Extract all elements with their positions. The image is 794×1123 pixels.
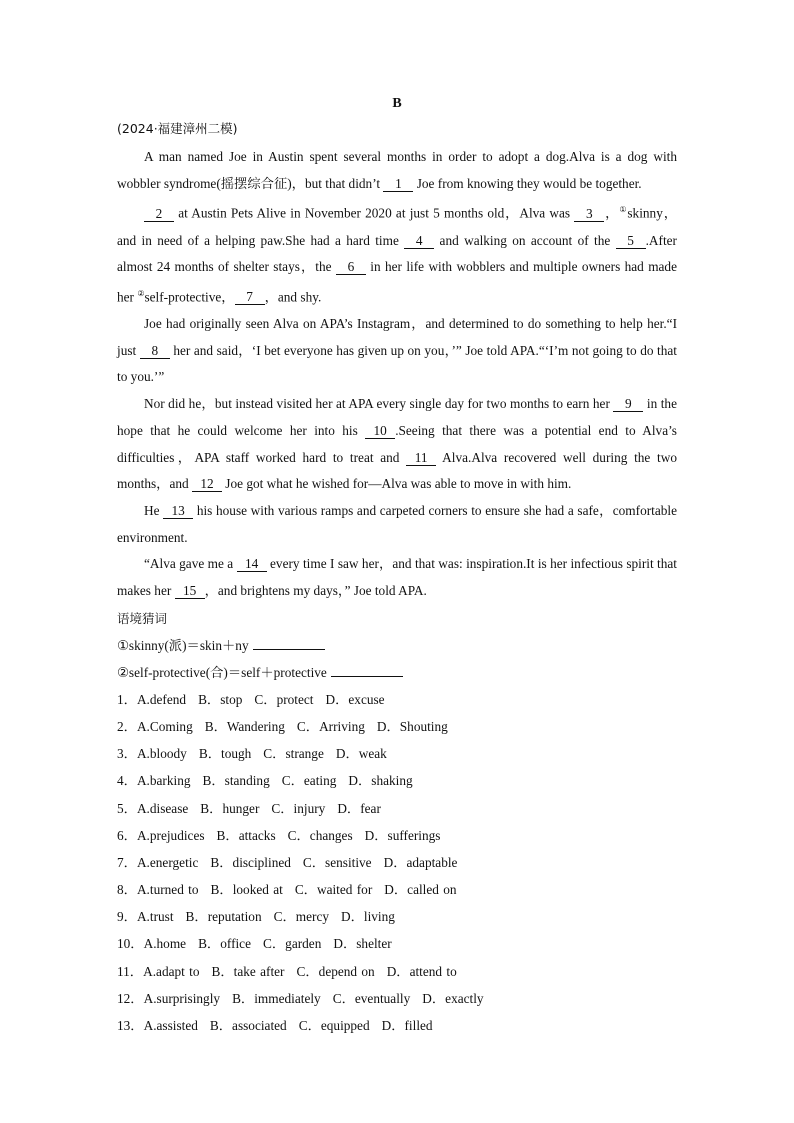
question-number: 2． [117, 718, 137, 734]
passage-text: “Alva gave me a [144, 556, 237, 572]
option-d: D．Shouting [376, 718, 448, 734]
option-d: D．exactly [422, 990, 484, 1006]
question-number: 6． [117, 827, 137, 843]
answer-line [331, 662, 403, 677]
circled-number-2: ② [137, 288, 145, 298]
paragraph-6 [117, 551, 677, 604]
option-a: A.turned to [136, 882, 199, 898]
option-c: C．sensitive [302, 854, 372, 870]
question-number: 4． [117, 773, 137, 789]
option-c: C．eating [281, 773, 337, 789]
option-b: B．disciplined [210, 854, 291, 870]
option-a: A.assisted [143, 1018, 198, 1034]
question-row [117, 713, 677, 740]
blank-15: 15 [175, 583, 205, 599]
option-a: A.energetic [136, 854, 199, 870]
option-a: A.Coming [136, 718, 193, 734]
word-guess-item [117, 659, 677, 686]
question-row [117, 822, 677, 849]
passage-text: in her life with wobblers and multiple owners had made her [117, 259, 677, 305]
question-number: 10． [117, 936, 144, 952]
blank-7: 7 [235, 289, 265, 305]
blank-12: 12 [192, 476, 222, 492]
question-number: 11． [117, 963, 144, 979]
question-row [117, 740, 677, 767]
option-a: A.barking [136, 773, 191, 789]
option-c: C．protect [254, 691, 314, 707]
passage-text: He [144, 502, 164, 518]
word-guess-text: ①skinny(派)＝skin＋ny [117, 637, 249, 653]
passage-text: Joe from knowing they would be together. [413, 175, 642, 191]
paragraph-2 [117, 197, 677, 311]
word-guess-text: ②self-protective(合)＝self＋protective [117, 664, 327, 680]
option-d: D．sufferings [364, 827, 441, 843]
option-b: B．associated [209, 1018, 287, 1034]
option-d: D．shelter [333, 936, 392, 952]
option-b: B．tough [198, 746, 252, 762]
question-row [117, 958, 677, 985]
question-row [117, 985, 677, 1012]
blank-3: 3 [574, 206, 604, 222]
question-number: 9． [117, 909, 137, 925]
option-b: B．hunger [200, 800, 260, 816]
blank-8: 8 [140, 343, 170, 359]
option-c: C．garden [263, 936, 322, 952]
option-c: C．depend on [296, 963, 375, 979]
option-c: C．eventually [332, 990, 411, 1006]
question-number: 12． [117, 990, 144, 1006]
source-label: (2024·福建漳州二模) [117, 121, 238, 136]
passage-text: ， [604, 205, 620, 221]
option-c: C．equipped [298, 1018, 370, 1034]
blank-5: 5 [616, 233, 646, 249]
blank-11: 11 [406, 450, 436, 466]
section-title: B [392, 96, 402, 111]
blank-6: 6 [336, 259, 366, 275]
question-row [117, 903, 677, 930]
document-page [117, 94, 677, 1039]
question-options [117, 686, 677, 1039]
blank-10: 10 [365, 423, 395, 439]
question-number: 7． [117, 854, 137, 870]
question-row [117, 795, 677, 822]
passage-text: Joe had originally seen Alva on APA’s Instagram，and determined to do something to help her.“I just [117, 316, 677, 358]
blank-2: 2 [144, 206, 174, 222]
option-b: B．looked at [210, 882, 283, 898]
option-d: D．weak [335, 746, 387, 762]
passage-text: every time I saw her，and that was: inspiration.It is her infectious spirit that makes her [117, 556, 677, 599]
option-a: A.trust [136, 909, 174, 925]
option-c: C．changes [287, 827, 353, 843]
option-d: D．called on [384, 882, 457, 898]
question-row [117, 876, 677, 903]
paragraph-5 [117, 498, 677, 551]
passage-text: self-protective， [144, 289, 235, 305]
option-d: D．filled [381, 1018, 433, 1034]
passage-text: ，and shy. [264, 289, 322, 305]
question-row [117, 1012, 677, 1039]
blank-13: 13 [163, 503, 193, 519]
question-number: 5． [117, 800, 137, 816]
option-c: C．strange [263, 746, 324, 762]
word-guess-section [117, 605, 677, 686]
blank-9: 9 [613, 396, 643, 412]
option-a: A.adapt to [143, 963, 200, 979]
question-row [117, 686, 677, 713]
option-b: B．immediately [232, 990, 321, 1006]
passage-text: .After almost 24 months of shelter stays，the [117, 232, 677, 275]
option-b: B．standing [202, 773, 270, 789]
option-b: B．take after [211, 963, 285, 979]
answer-line [253, 635, 325, 650]
option-a: A.disease [136, 800, 189, 816]
blank-4: 4 [404, 233, 434, 249]
passage-text: his house with various ramps and carpeted corners to ensure she had a safe，comfortable environment. [117, 502, 677, 545]
blank-14: 14 [237, 556, 267, 572]
passage-text: at Austin Pets Alive in November 2020 at just 5 months old，Alva was [174, 205, 575, 221]
option-c: C．mercy [273, 909, 329, 925]
option-d: D．shaking [348, 773, 413, 789]
blank-1: 1 [383, 176, 413, 192]
option-c: C．waited for [294, 882, 373, 898]
question-row [117, 767, 677, 794]
option-b: B．office [198, 936, 251, 952]
option-c: C．Arriving [296, 718, 365, 734]
option-d: D．fear [337, 800, 381, 816]
question-row [117, 930, 677, 957]
option-b: B．Wandering [204, 718, 285, 734]
option-a: A.bloody [136, 746, 187, 762]
passage-text: in the hope that he could welcome her into his [117, 396, 677, 438]
passage-text: Joe got what he wished for—Alva was able to move in with him. [221, 476, 572, 492]
passage-text: and walking on account of the [434, 232, 616, 248]
option-a: A.surprisingly [143, 990, 221, 1006]
option-a: A.prejudices [136, 827, 205, 843]
passage-text: .Seeing that there was a potential end to Alva’s difficulties，APA staff worked hard to treat and [117, 422, 677, 465]
passage-text: A man named Joe in Austin spent several months in order to adopt a dog.Alva is a dog with wobbler syndrome(摇摆综合征)，but that didn’t [117, 149, 677, 191]
option-a: A.home [143, 936, 187, 952]
passage [117, 144, 677, 605]
option-d: D．attend to [386, 963, 457, 979]
word-guess-title: 语境猜词 [117, 610, 168, 626]
option-d: D．living [341, 909, 395, 925]
passage-text: ，and brightens my days，” Joe told APA. [204, 583, 427, 599]
question-row [117, 849, 677, 876]
paragraph-4 [117, 391, 677, 498]
paragraph-3 [117, 311, 677, 391]
word-guess-item [117, 632, 677, 659]
option-b: B．attacks [216, 827, 276, 843]
passage-text: her and said，‘I bet everyone has given up on you，’” Joe told APA.“‘I’m not going to do that to you.’” [117, 342, 677, 385]
question-number: 13． [117, 1018, 144, 1034]
option-d: D．adaptable [383, 854, 458, 870]
passage-text: Nor did he，but instead visited her at APA every single day for two months to earn her [144, 396, 614, 412]
option-b: B．reputation [185, 909, 262, 925]
question-number: 8． [117, 882, 137, 898]
option-c: C．injury [271, 800, 326, 816]
option-a: A.defend [136, 691, 187, 707]
circled-number-1: ① [619, 205, 628, 215]
option-b: B．stop [198, 691, 243, 707]
paragraph-1 [117, 144, 677, 197]
passage-text: skinny，and in need of a helping paw.She had a hard time [117, 205, 678, 248]
question-number: 3． [117, 746, 137, 762]
question-number: 1． [117, 691, 137, 707]
option-d: D．excuse [325, 691, 385, 707]
passage-text: Alva.Alva recovered well during the two months，and [117, 449, 677, 492]
